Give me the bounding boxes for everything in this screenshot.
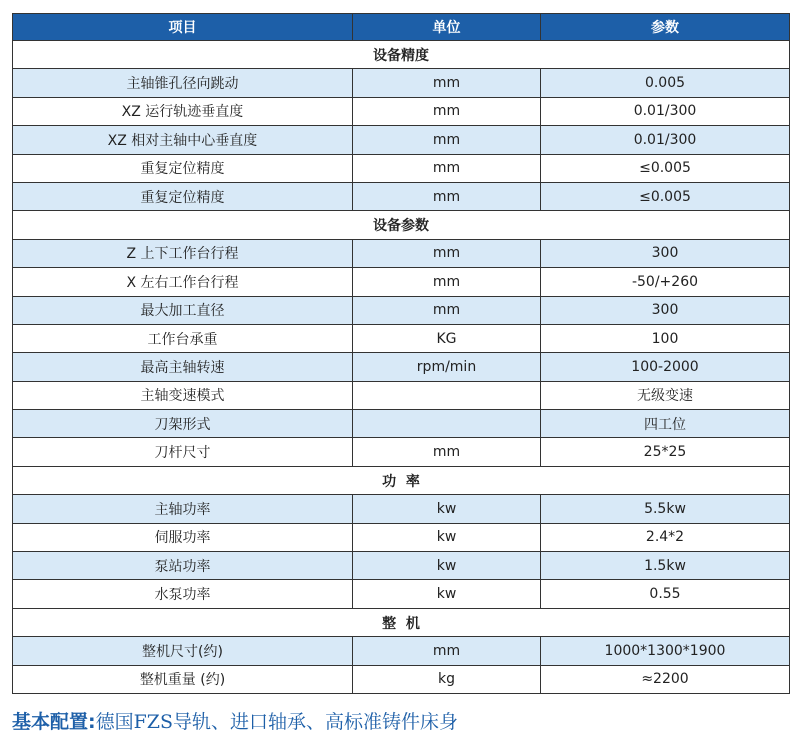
value-cell: 0.01/300 (541, 126, 790, 154)
unit-cell: kw (353, 495, 541, 523)
item-cell: 工作台承重 (13, 324, 353, 352)
value-cell: ≤0.005 (541, 154, 790, 182)
header-item: 项目 (13, 14, 353, 41)
unit-cell: mm (353, 97, 541, 125)
table-row (13, 324, 790, 352)
unit-cell: mm (353, 268, 541, 296)
basic-config-note (12, 707, 458, 734)
unit-cell: mm (353, 239, 541, 267)
item-cell: 水泵功率 (13, 580, 353, 608)
section-title: 整 机 (13, 608, 790, 636)
unit-cell: mm (353, 296, 541, 324)
unit-cell: kw (353, 580, 541, 608)
unit-cell: mm (353, 438, 541, 466)
value-cell: ≤0.005 (541, 182, 790, 210)
unit-cell: mm (353, 182, 541, 210)
section-title: 设备精度 (13, 41, 790, 69)
unit-cell: kw (353, 552, 541, 580)
section-row (13, 211, 790, 239)
section-title: 设备参数 (13, 211, 790, 239)
unit-cell (353, 410, 541, 438)
unit-cell: mm (353, 126, 541, 154)
table-row (13, 495, 790, 523)
item-cell: 主轴变速模式 (13, 381, 353, 409)
value-cell: 0.55 (541, 580, 790, 608)
item-cell: 刀杆尺寸 (13, 438, 353, 466)
unit-cell: kw (353, 523, 541, 551)
unit-cell (353, 381, 541, 409)
section-title: 功 率 (13, 466, 790, 494)
unit-cell: mm (353, 637, 541, 665)
value-cell: 0.005 (541, 69, 790, 97)
value-cell: 0.01/300 (541, 97, 790, 125)
table-row (13, 268, 790, 296)
table-row (13, 637, 790, 665)
table-row (13, 665, 790, 693)
item-cell: 重复定位精度 (13, 154, 353, 182)
item-cell: 整机尺寸(约) (13, 637, 353, 665)
value-cell: 300 (541, 296, 790, 324)
item-cell: Z 上下工作台行程 (13, 239, 353, 267)
value-cell: 无级变速 (541, 381, 790, 409)
table-row (13, 182, 790, 210)
item-cell: 整机重量 (约) (13, 665, 353, 693)
table-header-row (13, 14, 790, 41)
table-row (13, 410, 790, 438)
value-cell: 300 (541, 239, 790, 267)
table-row (13, 126, 790, 154)
table-row (13, 69, 790, 97)
item-cell: 刀架形式 (13, 410, 353, 438)
item-cell: 最大加工直径 (13, 296, 353, 324)
header-unit: 单位 (353, 14, 541, 41)
value-cell: 1.5kw (541, 552, 790, 580)
table-row (13, 552, 790, 580)
unit-cell: mm (353, 69, 541, 97)
table-row (13, 97, 790, 125)
item-cell: 泵站功率 (13, 552, 353, 580)
section-row (13, 41, 790, 69)
table-body (13, 41, 790, 694)
item-cell: XZ 运行轨迹垂直度 (13, 97, 353, 125)
spec-table-container (12, 13, 789, 694)
table-row (13, 239, 790, 267)
table-row (13, 353, 790, 381)
item-cell: 伺服功率 (13, 523, 353, 551)
value-cell: 5.5kw (541, 495, 790, 523)
table-row (13, 523, 790, 551)
item-cell: XZ 相对主轴中心垂直度 (13, 126, 353, 154)
value-cell: 2.4*2 (541, 523, 790, 551)
basic-config-label: 基本配置: (12, 711, 96, 733)
table-row (13, 381, 790, 409)
table-row (13, 438, 790, 466)
value-cell: 四工位 (541, 410, 790, 438)
value-cell: -50/+260 (541, 268, 790, 296)
item-cell: X 左右工作台行程 (13, 268, 353, 296)
unit-cell: rpm/min (353, 353, 541, 381)
section-row (13, 466, 790, 494)
unit-cell: kg (353, 665, 541, 693)
unit-cell: mm (353, 154, 541, 182)
header-param: 参数 (541, 14, 790, 41)
basic-config-value: 德国FZS导轨、进口轴承、高标准铸件床身 (95, 711, 459, 733)
table-row (13, 580, 790, 608)
value-cell: 100-2000 (541, 353, 790, 381)
item-cell: 重复定位精度 (13, 182, 353, 210)
item-cell: 主轴功率 (13, 495, 353, 523)
item-cell: 主轴锥孔径向跳动 (13, 69, 353, 97)
table-row (13, 296, 790, 324)
value-cell: 100 (541, 324, 790, 352)
value-cell: 1000*1300*1900 (541, 637, 790, 665)
value-cell: 25*25 (541, 438, 790, 466)
unit-cell: KG (353, 324, 541, 352)
table-row (13, 154, 790, 182)
spec-table (12, 13, 790, 694)
item-cell: 最高主轴转速 (13, 353, 353, 381)
value-cell: ≈2200 (541, 665, 790, 693)
section-row (13, 608, 790, 636)
